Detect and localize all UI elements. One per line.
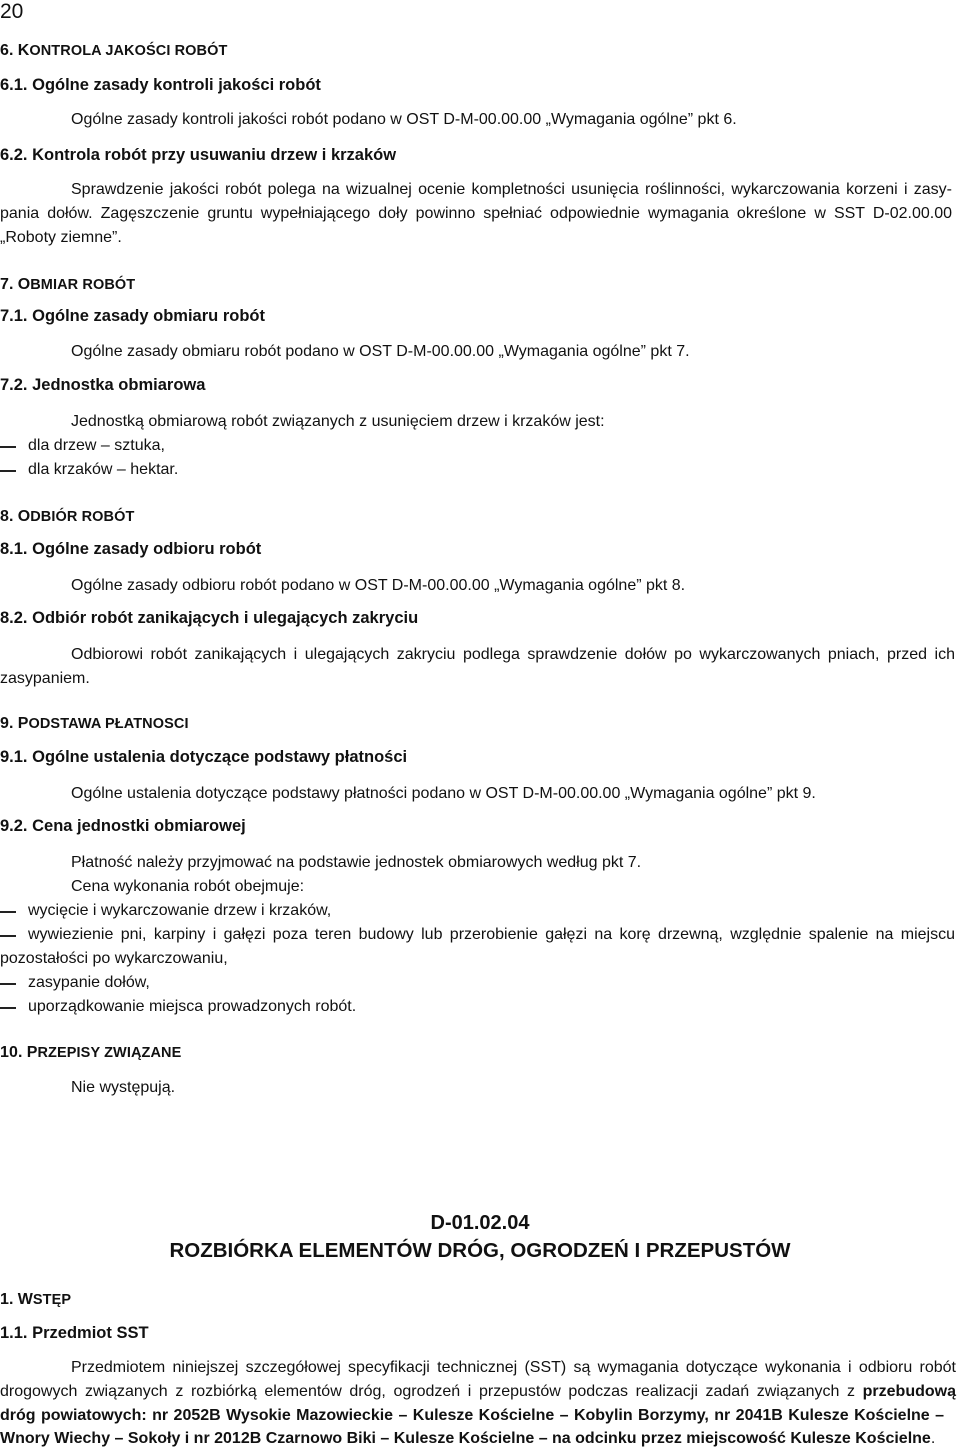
section-6-2-line-2: pania dołów. Zagęszczenie gruntu wypełniającego doły powinno spełniać odpowiednie wymagania określone w SST D-02.00.00	[0, 205, 952, 222]
section-8-2-line-1: Odbiorowi robót zanikających i ulegających zakryciu podlega sprawdzenie dołów po wykarczowanych pniach, przed ich	[71, 646, 955, 663]
page-number: 20	[0, 0, 24, 23]
section-6-2-line-1: Sprawdzenie jakości robót polega na wizualnej ocenie kompletności usunięcia roślinności, wykarczowania korzeni i zasy-	[71, 181, 952, 198]
list-bullet	[0, 911, 16, 913]
section-8-1-text: Ogólne zasady odbioru robót podano w OST D-M-00.00.00 „Wymagania ogólne” pkt 8.	[71, 577, 686, 594]
list-bullet	[0, 935, 16, 937]
section-7-1-title: 7.1. Ogólne zasady obmiaru robót	[0, 307, 265, 325]
list-item: wywiezienie pni, karpiny i gałęzi poza teren budowy lub przerobienie gałęzi na korę drzewną, względnie spalenie na miejscu	[28, 926, 955, 943]
spec-code: D-01.02.04	[430, 1212, 530, 1234]
section-7-2-text: Jednostką obmiarową robót związanych z usunięciem drzew i krzaków jest:	[71, 413, 605, 430]
section-6-2-line-3: „Roboty ziemne”.	[0, 229, 122, 246]
spec-paragraph-line-4: Wnory Wiechy – Sokoły i nr 2012B Czarnowo Biki – Kulesze Kościelne – na odcinku przez miejscowość Kulesze Kościelne.	[0, 1430, 936, 1447]
list-bullet	[0, 470, 16, 472]
spec-paragraph-line-1: Przedmiotem niniejszej szczegółowej specyfikacji technicznej (SST) są wymagania dotyczące wykonania i odbioru robót	[71, 1359, 956, 1376]
list-bullet	[0, 983, 16, 985]
section-10-heading: 10. PRZEPISY ZWIĄZANE	[0, 1044, 182, 1061]
list-bullet	[0, 446, 16, 448]
section-6-1-title: 6.1. Ogólne zasady kontroli jakości robót	[0, 76, 321, 94]
section-10-text: Nie występują.	[71, 1079, 176, 1096]
spec-section-1-heading: 1. WSTĘP	[0, 1291, 72, 1308]
spec-title: ROZBIÓRKA ELEMENTÓW DRÓG, OGRODZEŃ I PRZEPUSTÓW	[169, 1239, 791, 1262]
spec-paragraph-line-3: dróg powiatowych: nr 2052B Wysokie Mazowieckie – Kulesze Kościelne – Kobylin Borzymy, nr 2041B Kulesze Kościelne –	[0, 1407, 944, 1424]
section-8-1-title: 8.1. Ogólne zasady odbioru robót	[0, 540, 262, 558]
section-8-2-line-2: zasypaniem.	[0, 670, 90, 687]
section-9-1-title: 9.1. Ogólne ustalenia dotyczące podstawy płatności	[0, 748, 408, 766]
spec-paragraph-line-2: drogowych związanych z rozbiórką elementów dróg, ogrodzeń i przepustów podczas realizacji zadań związanych z przebudową	[0, 1383, 956, 1400]
section-6-2-title: 6.2. Kontrola robót przy usuwaniu drzew i krzaków	[0, 146, 397, 164]
section-9-1-text: Ogólne ustalenia dotyczące podstawy płatności podano w OST D-M-00.00.00 „Wymagania ogólne” pkt 9.	[71, 785, 816, 802]
section-9-2-text-2: Cena wykonania robót obejmuje:	[71, 878, 305, 895]
list-bullet	[0, 1007, 16, 1009]
list-item: uporządkowanie miejsca prowadzonych robót.	[28, 998, 357, 1015]
section-6-1-text: Ogólne zasady kontroli jakości robót podano w OST D-M-00.00.00 „Wymagania ogólne” pkt 6.	[71, 111, 737, 128]
section-8-heading: 8. ODBIÓR ROBÓT	[0, 508, 135, 525]
list-item: wycięcie i wykarczowanie drzew i krzaków,	[28, 902, 332, 919]
list-item-continuation: pozostałości po wykarczowaniu,	[0, 950, 228, 967]
list-item: dla drzew – sztuka,	[28, 437, 165, 454]
section-9-2-title: 9.2. Cena jednostki obmiarowej	[0, 817, 246, 835]
section-7-1-text: Ogólne zasady obmiaru robót podano w OST D-M-00.00.00 „Wymagania ogólne” pkt 7.	[71, 343, 690, 360]
section-7-heading: 7. OBMIAR ROBÓT	[0, 276, 136, 293]
section-8-2-title: 8.2. Odbiór robót zanikających i ulegających zakryciu	[0, 609, 419, 627]
spec-section-1-1-title: 1.1. Przedmiot SST	[0, 1324, 149, 1342]
list-item: zasypanie dołów,	[28, 974, 150, 991]
section-9-2-text-1: Płatność należy przyjmować na podstawie jednostek obmiarowych według pkt 7.	[71, 854, 642, 871]
section-9-heading: 9. PODSTAWA PŁATNOSCI	[0, 715, 189, 732]
section-6-heading: 6. KONTROLA JAKOŚCI ROBÓT	[0, 42, 228, 59]
section-7-2-title: 7.2. Jednostka obmiarowa	[0, 376, 206, 394]
list-item: dla krzaków – hektar.	[28, 461, 179, 478]
